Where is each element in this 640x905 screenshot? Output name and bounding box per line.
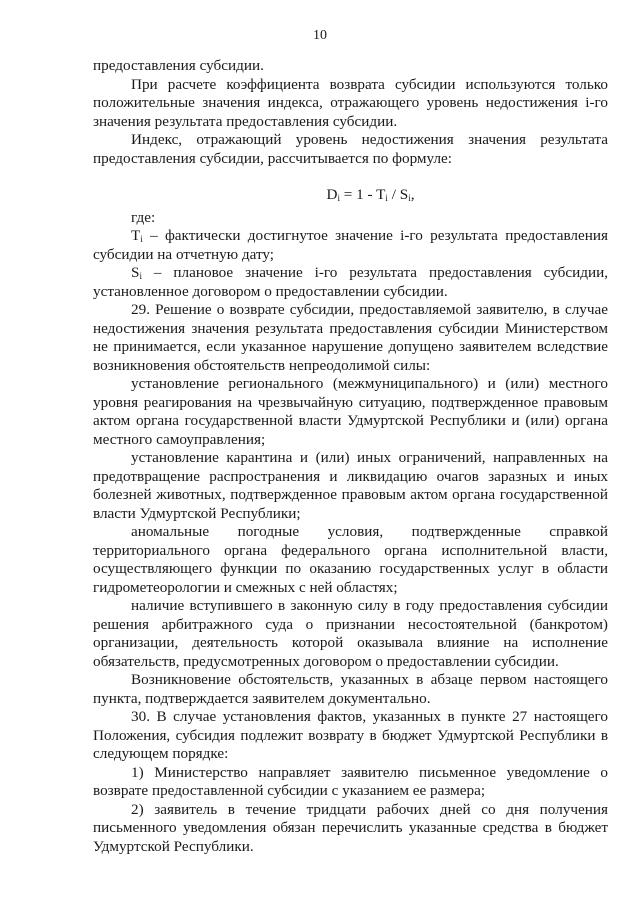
definition-t: $T_i$ – фактически достигнутое значение i-го результата предоставления субсидии на отчетную дату; <box>93 227 608 263</box>
paragraph-30-item-2: 2) заявитель в течение тридцати рабочих дней со дня получения письменного уведомления обязан перечислить указанные средства в бюджет Удмуртской Республики. <box>93 800 608 855</box>
page-number: 10 <box>313 28 327 43</box>
paragraph-29: 29. Решение о возврате субсидии, предоставляемой заявителю, в случае недостижения значения результата предоставления субсидии Министерством не принимается, если указанное нарушение допущено заявителем вследствие возникновения обстоятельств непреодолимой силы: <box>93 301 608 374</box>
paragraph-30-item-1: 1) Министерство направляет заявителю письменное уведомление о возврате предоставленной субсидии с указанием ее размера; <box>93 763 608 799</box>
paragraph-29-regional: установление регионального (межмуниципального) и (или) местного уровня реагирования на чрезвычайную ситуацию, подтвержденное правовым актом органа государственной власти Удмуртской Республики и (или) органа местного самоуправления; <box>93 375 608 448</box>
paragraph-29-quarantine: установление карантина и (или) иных ограничений, направленных на предотвращение распространения и ликвидацию очагов заразных и иных болезней животных, подтвержденное правовым актом органа государственной власти Удмуртской Республики; <box>93 449 608 522</box>
document-body <box>93 57 608 856</box>
paragraph-29-bankruptcy: наличие вступившего в законную силу в году предоставления субсидии решения арбитражного суда о признании несостоятельной (банкротом) организации, деятельность которой оказывала влияние на исполнение обязательств, предусмотренных договором о предоставлении субсидии. <box>93 597 608 670</box>
paragraph-29-weather: аномальные погодные условия, подтвержденные справкой территориального органа федерального органа исполнительной власти, осуществляющего функции по оказанию государственных услуг в области гидрометеорологии и смежных с ней областях; <box>93 523 608 596</box>
paragraph-30: 30. В случае установления фактов, указанных в пункте 27 настоящего Положения, субсидия подлежит возврату в бюджет Удмуртской Республики в следующем порядке: <box>93 708 608 762</box>
paragraph-continuation: предоставления субсидии. <box>93 57 264 74</box>
paragraph-29-confirmation: Возникновение обстоятельств, указанных в абзаце первом настоящего пункта, подтверждается заявителем документально. <box>93 671 608 707</box>
paragraph-coefficient: При расчете коэффициента возврата субсидии используются только положительные значения индекса, отражающего уровень недостижения i-го значения результата предоставления субсидии. <box>93 75 608 130</box>
where-label: где: <box>131 208 156 226</box>
paragraph-index-intro: Индекс, отражающий уровень недостижения значения результата предоставления субсидии, рассчитывается по формуле: <box>93 131 608 167</box>
formula: $D_i = 1 - T_i / S_i$, <box>326 186 415 203</box>
definition-s: $S_i$ – плановое значение i-го результата предоставления субсидии, установленное договором о предоставлении субсидии. <box>93 264 608 300</box>
